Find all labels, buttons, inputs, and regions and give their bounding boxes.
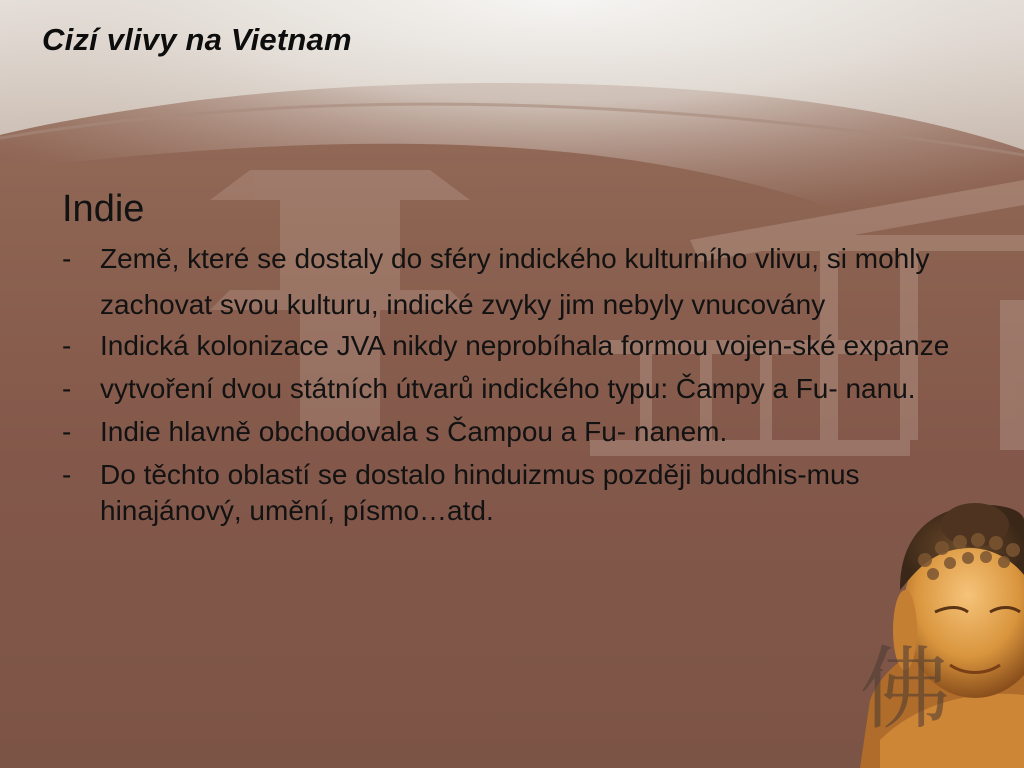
bullet-dash: - [62,416,72,447]
calligraphy-glyph: 佛 [860,637,950,742]
list-item [62,328,972,364]
list-item [62,371,972,407]
list-item-text: Do těchto oblastí se dostalo hinduizmus později buddhis-mus hinajánový, umění, písmo…atd. [100,459,860,526]
list-item [62,236,972,328]
bullet-list [62,236,972,529]
bullet-dash: - [62,373,72,404]
list-item [62,414,972,450]
bullet-dash: - [62,459,72,490]
list-item [62,457,972,529]
slide-content [62,186,972,536]
slide-title: Cizí vlivy na Vietnam [42,22,352,57]
section-heading: Indie [62,188,145,230]
list-item-text: vytvoření dvou státních útvarů indického typu: Čampy a Fu- nanu. [100,373,916,404]
list-item-text: Indie hlavně obchodovala s Čampou a Fu- nanem. [100,416,728,447]
list-item-text: Indická kolonizace JVA nikdy neprobíhala formou vojen-ské expanze [100,330,950,361]
bullet-dash: - [62,243,72,274]
list-item-text: Země, které se dostaly do sféry indického kulturního vlivu, si mohly zachovat svou kulturu, indické zvyky jim nebyly vnucovány [100,243,930,320]
bullet-dash: - [62,330,72,361]
